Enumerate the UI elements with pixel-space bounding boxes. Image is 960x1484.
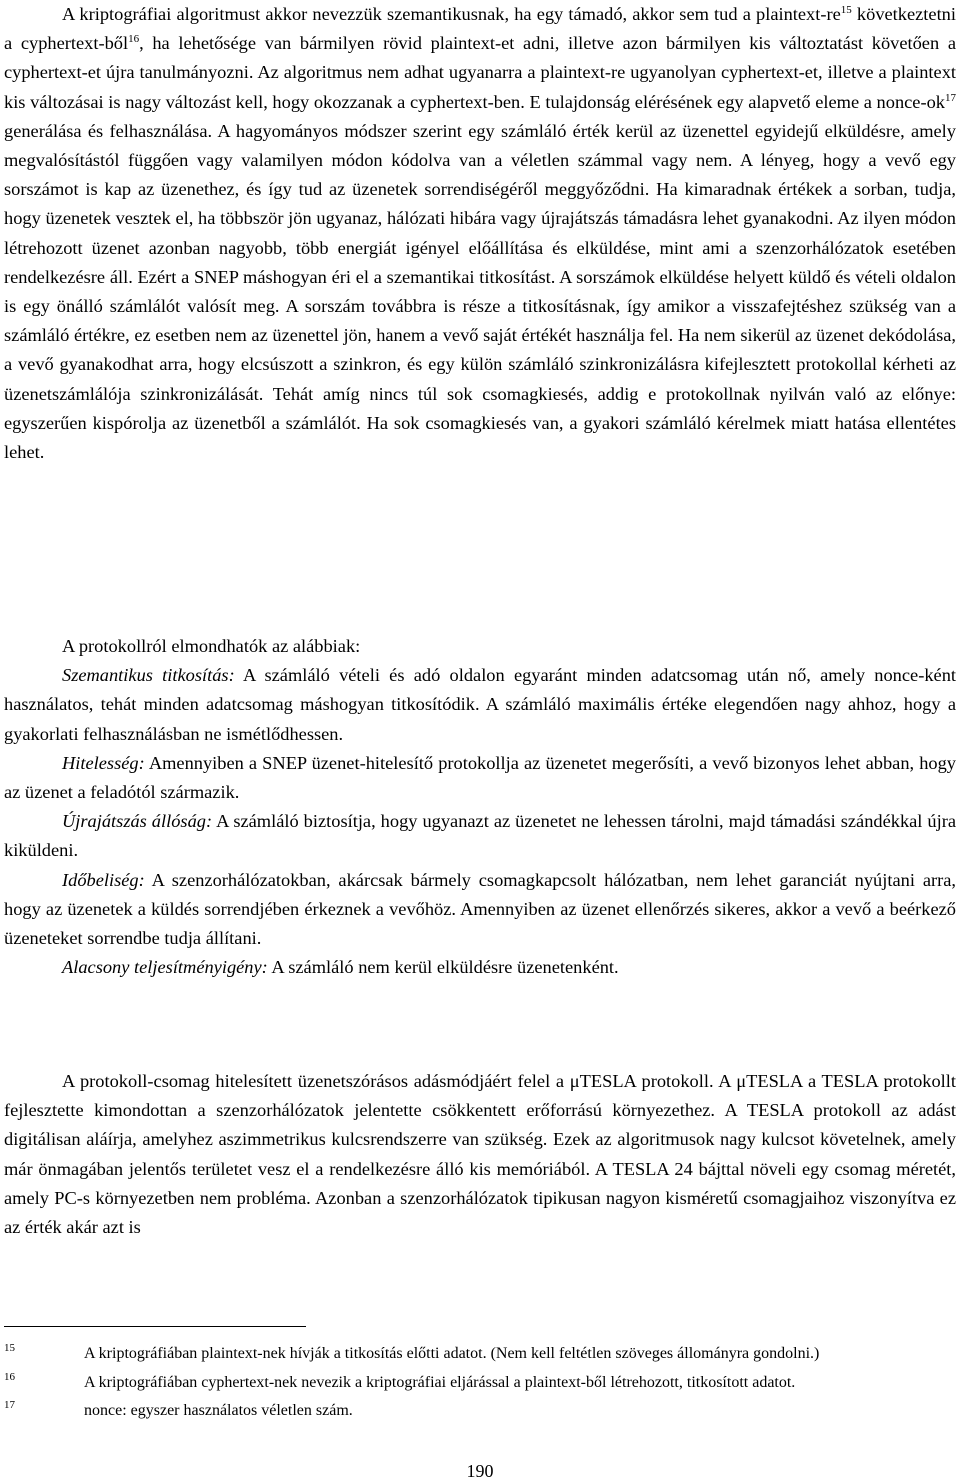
protocol-properties-section <box>4 632 956 982</box>
property-text: Amennyiben a SNEP üzenet-hitelesítő protokollja az üzenetet megerősíti, a vevő bizonyos lehet abban, hogy az üzenet a feladótól származik. <box>4 752 956 803</box>
section-intro: A protokollról elmondhatók az alábbiak: <box>62 636 361 656</box>
property-item <box>4 807 956 865</box>
property-text: A számláló nem kerül elküldésre üzenetenként. <box>267 957 619 978</box>
footnote-number: 15 <box>4 1342 15 1354</box>
property-item <box>4 866 956 954</box>
property-term: Szemantikus titkosítás: <box>62 665 235 686</box>
text-run: , ha lehetősége van bármilyen rövid plaintext-et adni, illetve azon bármilyen kis változtatást követően a cyphertext-et újra tanulmányozni. Az algoritmus nem adhat ugyanarra a plaintext-re ugyanolyan cyphertext-et, illetve a plaintext kis változásai is nagy változást kell, hogy okozzanak a cyphertext-ben. E tulajdonság elérésének egy alapvető eleme a nonce-ok <box>4 33 957 112</box>
footnotes <box>4 1337 954 1423</box>
property-term: Újrajátszás állóság: <box>62 811 213 832</box>
property-item <box>4 749 956 807</box>
paragraph-mutesla: A protokoll-csomag hitelesített üzenetszórásos adásmódjáért felel a μTESLA protokoll. A μTESLA a TESLA protokollt fejlesztette kimondottan a szenzorhálózatok jelentette csökkentett erőforrású környezethez. A TESLA protokoll az adást digitálisan aláírja, amelyhez aszimmetrikus kulcsrendszerre van szükség. Ezek az algoritmusok nagy kulcsot követelnek, amely már önmagában jelentős területet vesz el a rendelkezésre álló kis memóriából. A TESLA 24 bájttal növeli egy csomag méretét, amely PC-s környezetben nem probléma. Azonban a szenzorhálózatok tipikusan nagyon kisméretű csomagjaihoz viszonyítva ez az érték akár azt is <box>4 1071 956 1238</box>
property-term: Alacsony teljesítményigény: <box>62 957 268 978</box>
footnote-number: 17 <box>4 1399 15 1411</box>
property-text: A számláló vételi és adó oldalon egyaránt minden adatcsomag után nő, amely nonce-ként használatos, tehát minden adatcsomag máshogyan titkosítódik. A számláló maximális értéke elegendően nagy ahhoz, hogy a gyakorlati felhasználásban ne ismétlődhessen. <box>4 665 956 744</box>
footnote-ref-17[interactable]: 17 <box>945 91 956 104</box>
text-run: generálása és felhasználása. A hagyományos módszer szerint egy számláló érték kerül az üzenettel egyidejű elküldésre, amely megvalósítástól függően vagy valamilyen módon kódolva van a véletlen számmal vagy nem. A lényeg, hogy a vevő egy sorszámot is kap az üzenethez, és így tud az üzenetek sorrendiségéről meggyőződni. Ha kimaradnak értékek a sorban, tudja, hogy üzenetek vesztek el, ha többször jön ugyanaz, hálózati hibára vagy újrajátszás támadásra lehet gyanakodni. Az ilyen módon létrehozott üzenet azonban nagyobb, több energiát igényel előállítása és elküldése, mint ami a szenzorhálózatok esetében rendelkezésre áll. Ezért a SNEP máshogyan éri el a szemantikai titkosítást. A sorszámok elküldése helyett küldő és vételi oldalon is egy önálló számlálót valósít meg. A sorszám továbbra is része a titkosításnak, így amikor a visszafejtéshez szükség van a számláló értékre, ez esetben nem az üzenettel jön, hanem a vevő saját értékét használja fel. Ha nem sikerül az üzenet dekódolása, a vevő gyanakodhat arra, hogy elcsúszott a szinkron, és egy külön számláló szinkronizálásra kifejlesztett protokollal kérheti az üzenetszámlálója szinkronizálását. Tehát amíg nincs túl sok csomagkiesés, addig e protokollnak nyilván való az előnye: egyszerűen kispórolja az üzenetből a számlálót. Ha sok csomagkiesés van, a gyakori számláló kérelmek miatt hatása ellentétes lehet. <box>4 120 956 463</box>
page-number: 190 <box>466 1461 494 1481</box>
footnote-number: 16 <box>4 1370 15 1383</box>
text-run: következtetni a cyphertext-ből <box>4 4 956 54</box>
footnote-15 <box>4 1337 954 1366</box>
property-text: A szenzorhálózatokban, akárcsak bármely csomagkapcsolt hálózatban, nem lehet garanciát nyújtani arra, hogy az üzenetek a küldés sorrendjében érkeznek a vevőhöz. Amennyiben az üzenet ellenőrzés sikeres, akkor a vevő a beérkező üzeneteket sorrendbe tudja állítani. <box>4 869 956 949</box>
footnote-text: A kriptográfiában plaintext-nek hívják a titkosítás előtti adatot. (Nem kell feltétlen szöveges állományra gondolni.) <box>84 1345 820 1362</box>
footnote-ref-16[interactable]: 16 <box>128 33 140 46</box>
property-item <box>4 953 956 982</box>
property-term: Hitelesség: <box>62 752 145 773</box>
footnote-17 <box>4 1394 954 1423</box>
property-term: Időbeliség: <box>62 869 145 890</box>
paragraph-semantic-encryption <box>4 0 956 467</box>
footnote-text: nonce: egyszer használatos véletlen szám. <box>84 1402 353 1419</box>
footnote-text: A kriptográfiában cyphertext-nek nevezik a kriptográfiai eljárással a plaintext-ből létrehozott, titkosított adatot. <box>84 1373 796 1391</box>
footnote-16 <box>4 1366 954 1395</box>
footnote-separator <box>4 1326 306 1327</box>
footnote-ref-15[interactable]: 15 <box>840 4 852 16</box>
property-item <box>4 661 956 749</box>
text-run: A kriptográfiai algoritmust akkor nevezzük szemantikusnak, ha egy támadó, akkor sem tud a plaintext-re <box>62 4 841 24</box>
property-text: A számláló biztosítja, hogy ugyanazt az üzenetet ne lehessen tárolni, majd támadási szándékkal újra kiküldeni. <box>4 811 956 861</box>
